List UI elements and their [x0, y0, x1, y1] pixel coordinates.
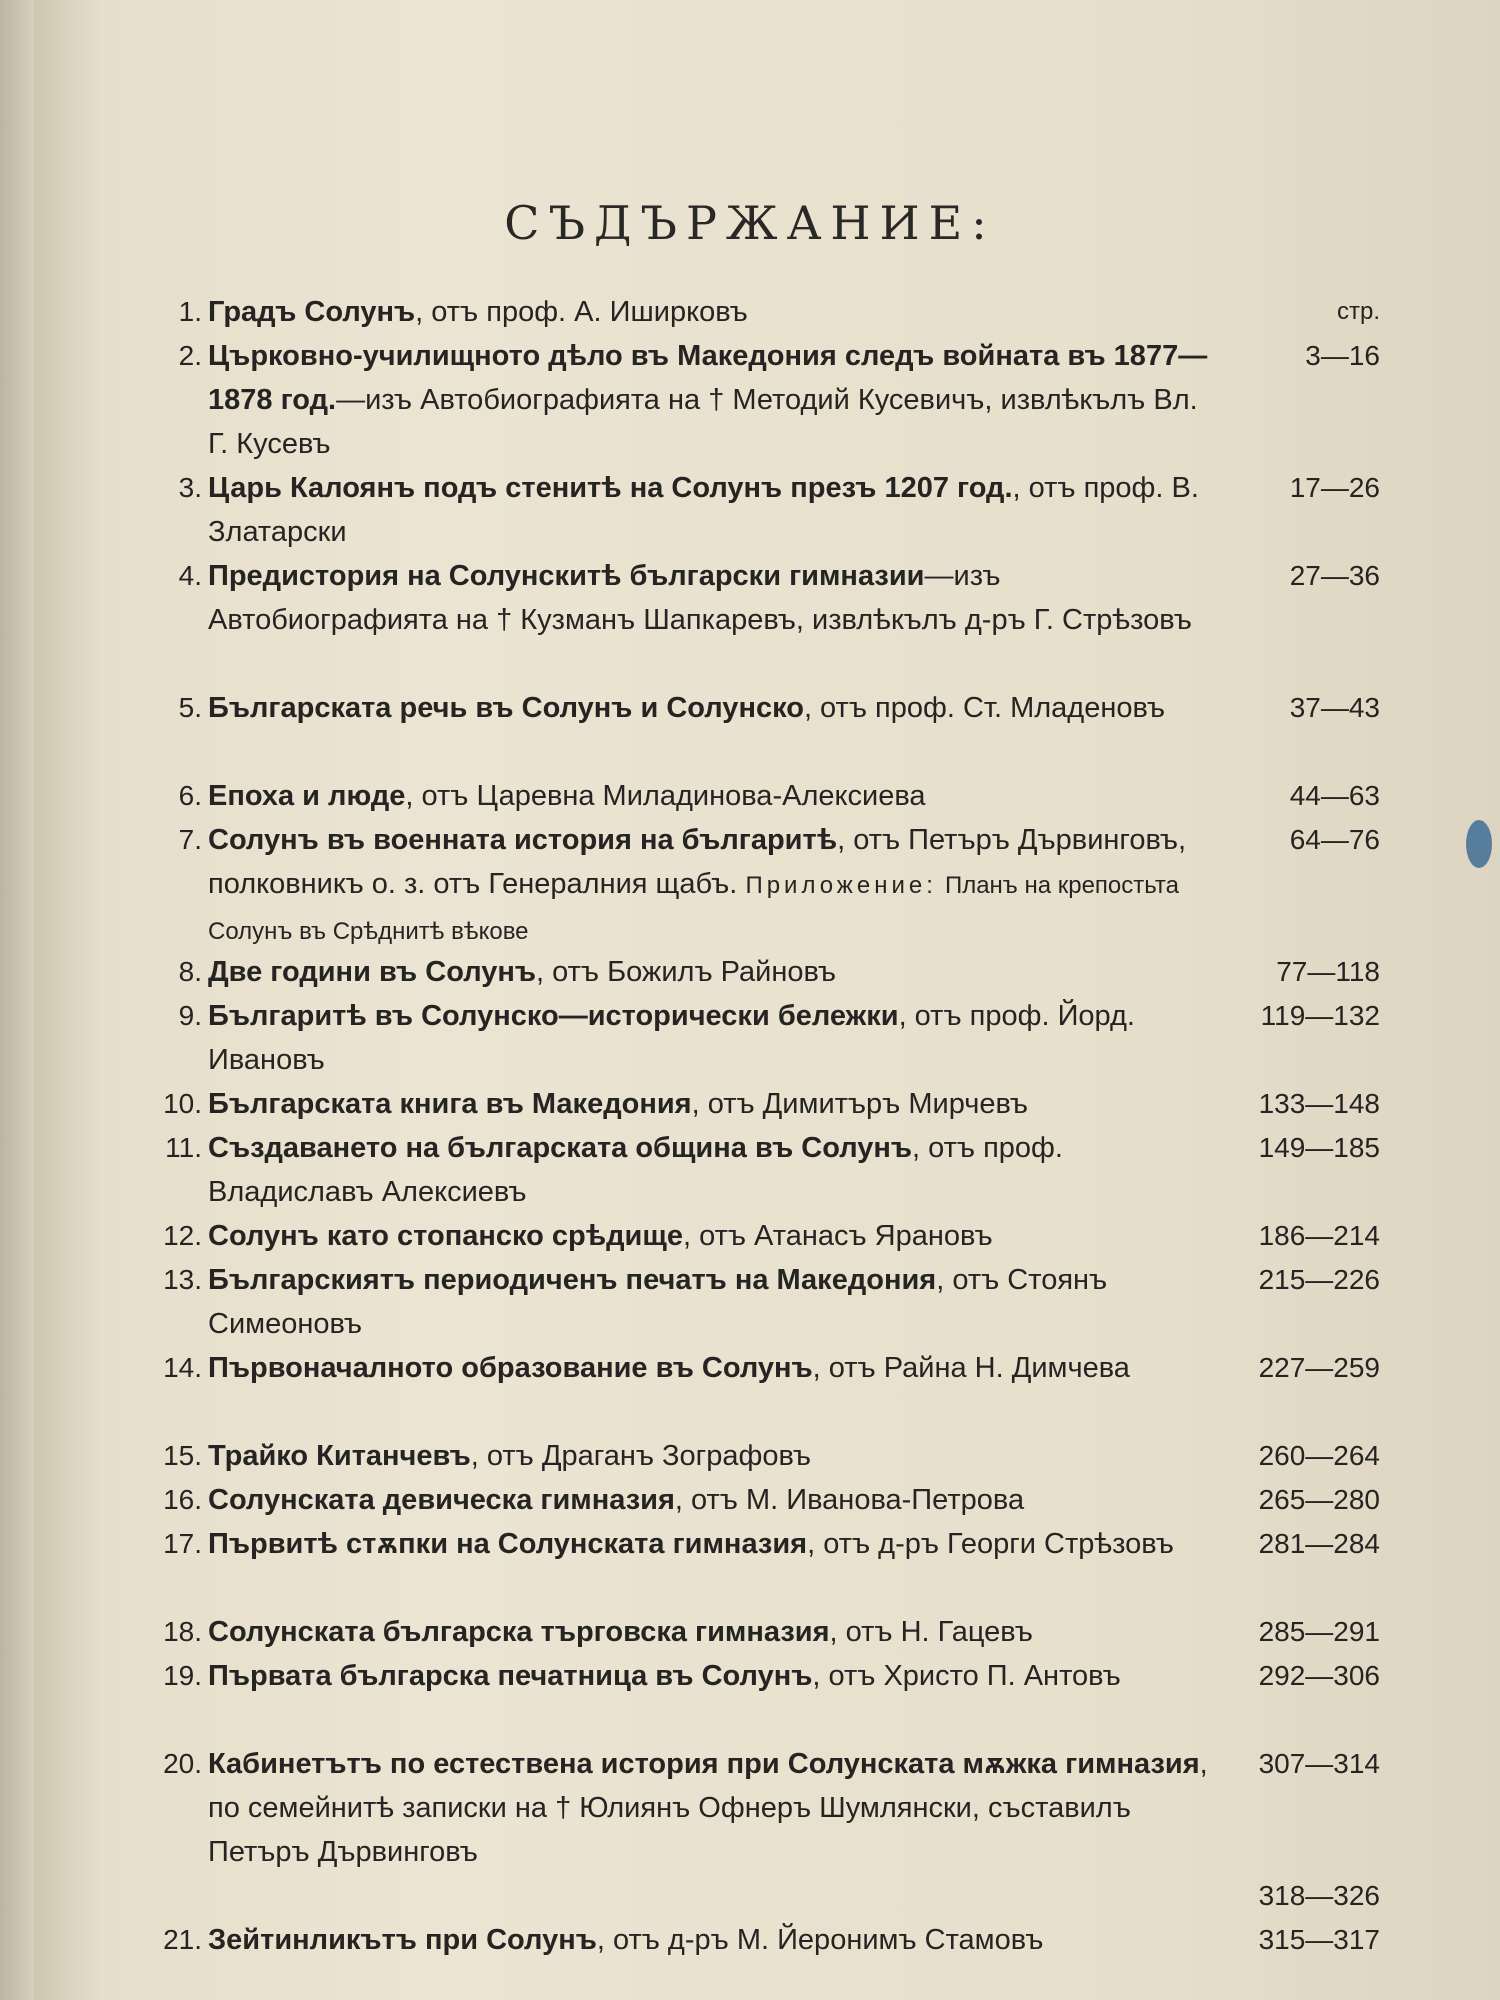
- entry-number: 19.: [163, 1660, 202, 1691]
- entry-text: [208, 818, 1210, 954]
- entry-author: , отъ М. Иванова-Петрова: [674, 1484, 1025, 1516]
- entry-text: [208, 1258, 1210, 1346]
- entry-text: [208, 1214, 1210, 1258]
- entry-author: , отъ Стоянъ Симеоновъ: [208, 1264, 1108, 1340]
- toc-entry-18: [140, 1610, 1380, 1654]
- entry-number: 15.: [163, 1440, 202, 1471]
- toc-entry-8: [140, 950, 1380, 994]
- entry-number: 13.: [163, 1264, 202, 1295]
- entry-number: 10.: [163, 1088, 202, 1119]
- entry-number: 18.: [163, 1616, 202, 1647]
- entry-pages: 260—264: [1258, 1440, 1380, 1471]
- entry-number: 2.: [178, 340, 202, 371]
- entry-author: —изъ Автобиографията на † Методий Кусевичъ, извлѣкълъ Вл. Г. Кусевъ: [208, 384, 1198, 460]
- entry-title: Солунската девическа гимназия: [208, 1484, 675, 1516]
- entry-pages: 64—76: [1289, 824, 1380, 855]
- entry-title: Първитѣ стѫпки на Солунската гимназия: [208, 1528, 808, 1560]
- toc-entry-4: [140, 554, 1380, 636]
- entry-author: , отъ Димитъръ Мирчевъ: [691, 1088, 1029, 1120]
- toc-entry-12: [140, 1214, 1380, 1258]
- entry-author: —изъ Автобиографията на † Кузманъ Шапкаревъ, извлѣкълъ д-ръ Г. Стрѣзовъ: [208, 560, 1192, 636]
- entry-pages: 17—26: [1289, 472, 1380, 503]
- toc-entry-2: [140, 334, 1380, 460]
- entry-title: Солунъ въ военната история на българитѣ: [208, 824, 838, 856]
- entry-title: Епоха и люде: [208, 780, 406, 812]
- entry-number: 14.: [163, 1352, 202, 1383]
- entry-pages: 307—314: [1258, 1748, 1380, 1779]
- toc-entry-3: [140, 466, 1380, 548]
- entry-author: , отъ д-ръ Георги Стрѣзовъ: [807, 1528, 1174, 1560]
- appendix-label: Приложение:: [745, 872, 937, 899]
- book-spine-edge: [0, 0, 34, 2000]
- entry-author: , отъ Райна Н. Димчева: [812, 1352, 1130, 1384]
- entry-pages: 3—16: [1305, 340, 1380, 371]
- entry-number: 6.: [178, 780, 202, 811]
- entry-text: [208, 466, 1210, 554]
- entry-number: 21.: [163, 1924, 202, 1955]
- entry-number: 3.: [178, 472, 202, 503]
- entry-title: Две години въ Солунъ: [208, 956, 537, 988]
- entry-number: 12.: [163, 1220, 202, 1251]
- toc-entry-15: [140, 1434, 1380, 1478]
- toc-entry-11: [140, 1126, 1380, 1208]
- toc-entry-17: [140, 1522, 1380, 1566]
- entry-pages: 227—259: [1258, 1352, 1380, 1383]
- entry-author: , отъ проф. А. Иширковъ: [415, 296, 748, 328]
- entry-text: [208, 1126, 1210, 1214]
- entry-text: [208, 1082, 1210, 1126]
- entry-title: Първата българска печатница въ Солунъ: [208, 1660, 813, 1692]
- entry-author: , отъ Божилъ Райновъ: [536, 956, 837, 988]
- entry-pages: 44—63: [1289, 780, 1380, 811]
- entry-number: 9.: [178, 1000, 202, 1031]
- entry-author: , отъ проф. В. Златарски: [208, 472, 1199, 548]
- entry-number: 8.: [178, 956, 202, 987]
- entry-number: 4.: [178, 560, 202, 591]
- toc-entry-13: [140, 1258, 1380, 1340]
- entry-text: [208, 950, 1210, 994]
- entry-author: , отъ проф. Йорд. Ивановъ: [208, 1000, 1135, 1076]
- entry-number: 1.: [178, 296, 202, 327]
- entry-title: Българскиятъ периодиченъ печатъ на Македония: [208, 1264, 937, 1296]
- entry-text: [208, 1654, 1210, 1698]
- page-title: СЪДЪРЖАНИЕ:: [504, 196, 996, 250]
- entry-text: [208, 1346, 1210, 1390]
- entry-author: , отъ Драганъ Зографовъ: [470, 1440, 812, 1472]
- entry-text: [208, 1434, 1210, 1478]
- entry-number: 16.: [163, 1484, 202, 1515]
- toc-entry-19: [140, 1654, 1380, 1698]
- toc-entry-14: [140, 1346, 1380, 1390]
- entry-pages: 27—36: [1289, 560, 1380, 591]
- entry-title: Солунската българска търговска гимназия: [208, 1616, 830, 1648]
- entry-pages: 292—306: [1258, 1660, 1380, 1691]
- entry-text: [208, 774, 1210, 818]
- entry-pages: 315—317: [1258, 1924, 1380, 1955]
- toc-entry-20: [140, 1742, 1380, 1868]
- entry-number: 17.: [163, 1528, 202, 1559]
- entry-pages: 77—118: [1276, 956, 1380, 987]
- entry-number: 7.: [178, 824, 202, 855]
- toc-entry-21: [140, 1918, 1380, 1962]
- entry-author: , отъ проф. Владиславъ Алексиевъ: [208, 1132, 1063, 1208]
- entry-pages: 37—43: [1289, 692, 1380, 723]
- entry-title: Създаването на българската община въ Солунъ: [208, 1132, 913, 1164]
- pages-column-label: стр.: [1336, 298, 1380, 325]
- toc-entry-5: [140, 686, 1380, 730]
- toc-entry-16: [140, 1478, 1380, 1522]
- entry-title: Българската книга въ Македония: [208, 1088, 692, 1120]
- entry-author: , отъ Петъръ Дървинговъ, полковникъ о. з. отъ Генералния щабъ.: [208, 824, 1187, 900]
- entry-author: , отъ Христо П. Антовъ: [812, 1660, 1121, 1692]
- entry-number: 5.: [178, 692, 202, 723]
- entry-text: [208, 686, 1210, 730]
- entry-title: Първоначалното образование въ Солунъ: [208, 1352, 813, 1384]
- entry-title: Църковно-училищното дѣло въ Македония следъ войната въ 1877—1878 год.: [208, 340, 1208, 416]
- entry-text: [208, 554, 1210, 642]
- toc-entry-7: [140, 818, 1380, 945]
- entry-text: [208, 1742, 1210, 1874]
- entry-text: [208, 290, 1210, 334]
- entry-title: Солунъ като стопанско срѣдище: [208, 1220, 683, 1252]
- entry-author: , отъ д-ръ М. Йеронимъ Стамовъ: [596, 1924, 1044, 1956]
- entry-title: Зейтинликътъ при Солунъ: [208, 1924, 597, 1956]
- toc-entry-6: [140, 774, 1380, 818]
- entry-pages: 133—148: [1258, 1088, 1380, 1119]
- entry-pages: 215—226: [1258, 1264, 1380, 1295]
- entry-text: [208, 1522, 1210, 1566]
- entry-title: Предистория на Солунскитѣ български гимназии: [208, 560, 925, 592]
- entry-text: [208, 1478, 1210, 1522]
- entry-title: Царь Калоянъ подъ стенитѣ на Солунъ презъ 1207 год.: [208, 472, 1013, 504]
- entry-author: , отъ Атанасъ Ярановъ: [682, 1220, 993, 1252]
- entry-title: Градъ Солунъ: [208, 296, 416, 328]
- entry-pages: 265—280: [1258, 1484, 1380, 1515]
- appendix-text: Планъ на крепостьта Солунъ въ Срѣднитѣ вѣкове: [208, 872, 1179, 945]
- entry-pages: 318—326: [1258, 1880, 1380, 1911]
- entry-pages: 149—185: [1258, 1132, 1380, 1163]
- entry-pages: 186—214: [1258, 1220, 1380, 1251]
- toc-entry-9: [140, 994, 1380, 1076]
- entry-title: Българитѣ въ Солунско—исторически бележки: [208, 1000, 899, 1032]
- entry-number: 20.: [163, 1748, 202, 1779]
- entry-text: [208, 334, 1210, 466]
- entry-author: , отъ Н. Гацевъ: [829, 1616, 1033, 1648]
- entry-text: [208, 994, 1210, 1082]
- entry-pages: 285—291: [1258, 1616, 1380, 1647]
- toc-extra-pages: [140, 1874, 1380, 1918]
- entry-title: Кабинетътъ по естествена история при Солунската мѫжка гимназия: [208, 1748, 1200, 1780]
- entry-pages: 119—132: [1260, 1000, 1380, 1031]
- entry-text: [208, 1918, 1210, 1962]
- entry-title: Трайко Китанчевъ: [208, 1440, 471, 1472]
- entry-author: , отъ Царевна Миладинова-Алексиева: [405, 780, 926, 812]
- ink-stain: [1466, 820, 1492, 868]
- toc-entry-1: [140, 290, 1380, 334]
- entry-text: [208, 1610, 1210, 1654]
- entry-title: Българската речь въ Солунъ и Солунско: [208, 692, 804, 724]
- entry-author: , отъ проф. Ст. Младеновъ: [803, 692, 1166, 724]
- toc-entry-10: [140, 1082, 1380, 1126]
- entry-number: 11.: [165, 1132, 202, 1163]
- entry-author: , по семейнитѣ записки на † Юлиянъ Офнеръ Шумлянски, съставилъ Петъръ Дървинговъ: [208, 1748, 1208, 1868]
- entry-pages: 281—284: [1258, 1528, 1380, 1559]
